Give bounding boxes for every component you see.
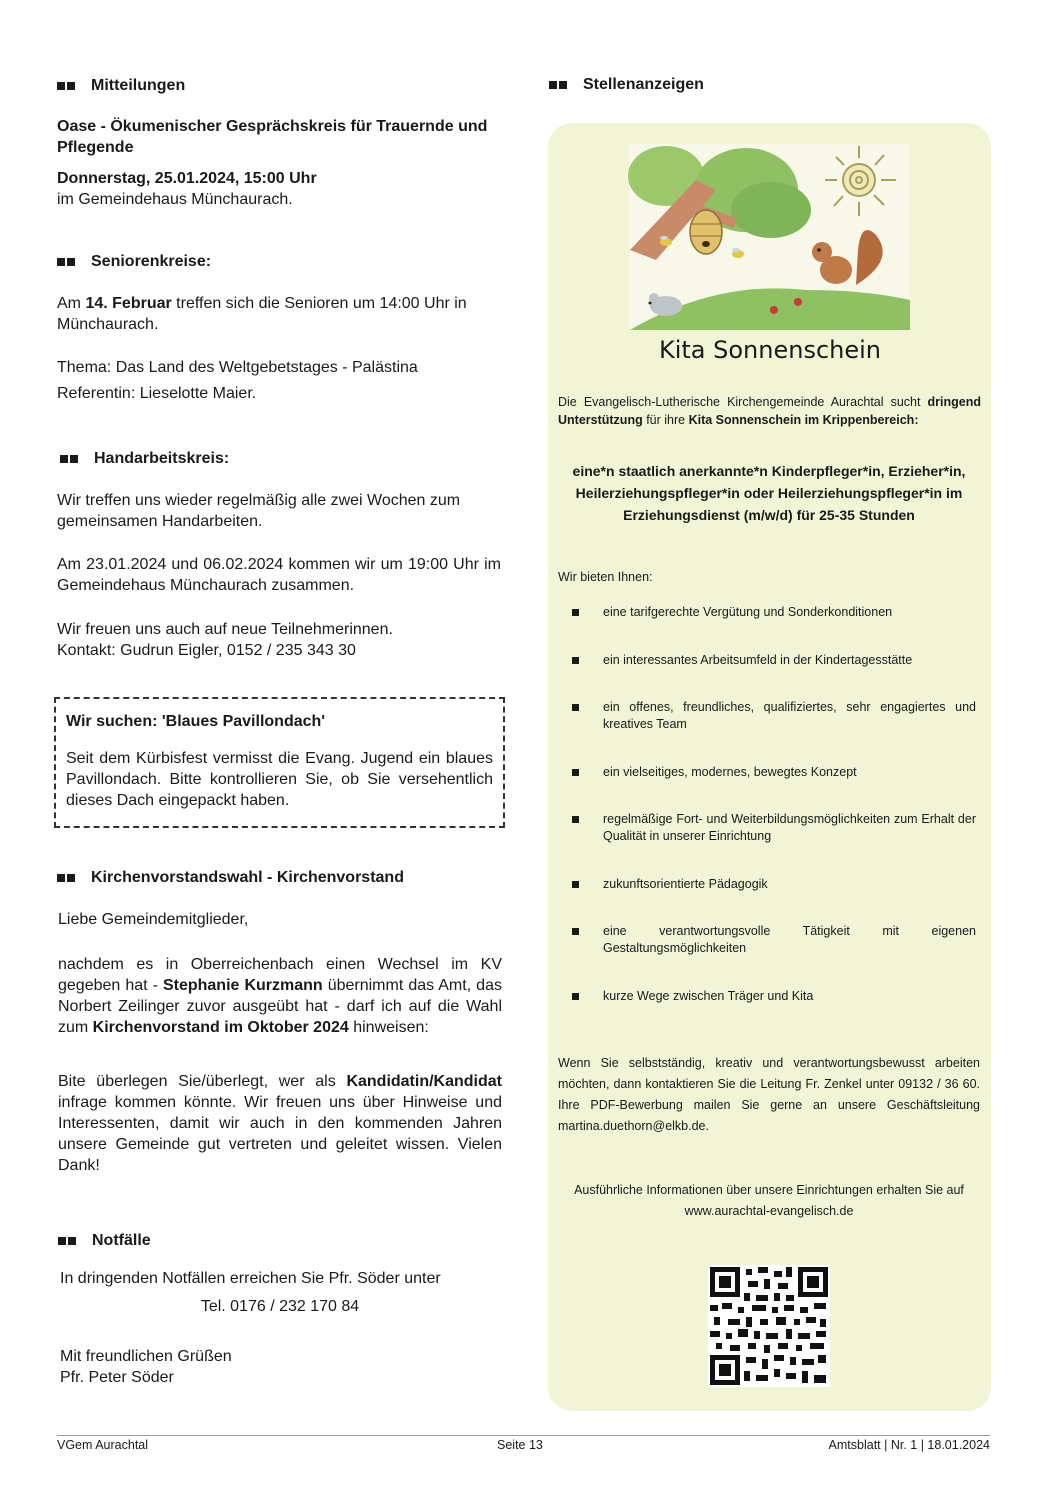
- job-position: eine*n staatlich anerkannte*n Kinderpfleger*in, Erzieher*in, Heilerziehungspfleger*in oder Heilerziehungspfleger*in im Erziehungsdienst (m/w/d) für 25-35 Stunden: [572, 463, 966, 523]
- handarbeit-text-2: Am 23.01.2024 und 06.02.2024 kommen wir um 19:00 Uhr im Gemeindehaus Münchaurach zusammen.: [57, 556, 501, 594]
- kv-greeting: Liebe Gemeindemitglieder,: [58, 911, 249, 928]
- kv-text-2: Bite überlegen Sie/überlegt, wer als Kandidatin/Kandidat infrage kommen könnte. Wir freuen uns über Hinweise und Interessenten, damit wir auch in den kommenden Jahren unsere Gemeinde gut vertreten und geleitet wissen. Vielen Dank!: [58, 1073, 502, 1174]
- benefit-item: kurze Wege zwischen Träger und Kita: [558, 988, 976, 1005]
- section-heading-mitteilungen: Mitteilungen: [57, 77, 185, 95]
- footer-page-number: Seite 13: [497, 1438, 543, 1452]
- benefit-item: ein offenes, freundliches, qualifiziertes, sehr engagiertes und kreatives Team: [558, 699, 976, 733]
- kita-logo-illustration: [626, 140, 914, 372]
- benefit-item: eine tarifgerechte Vergütung und Sonderkonditionen: [558, 604, 976, 621]
- handarbeit-kontakt: Kontakt: Gudrun Eigler, 0152 / 235 343 30: [57, 642, 356, 659]
- footer-rule: [57, 1435, 990, 1436]
- closing-signature: Pfr. Peter Söder: [60, 1369, 174, 1386]
- benefit-item: eine verantwortungsvolle Tätigkeit mit eigenen Gestaltungsmöglichkeiten: [558, 923, 976, 957]
- heading-squares-icon: [57, 258, 77, 266]
- wir-bieten-label: Wir bieten Ihnen:: [558, 570, 653, 584]
- job-info: Ausführliche Informationen über unsere Einrichtungen erhalten Sie auf www.aurachtal-evangelisch.de: [574, 1183, 964, 1218]
- benefit-item: regelmäßige Fort- und Weiterbildungsmöglichkeiten zum Erhalt der Qualität in unserer Einrichtung: [558, 811, 976, 845]
- heading-squares-icon: [57, 874, 77, 882]
- section-heading-notfaelle: Notfälle: [58, 1232, 151, 1250]
- heading-squares-icon: [58, 1237, 78, 1245]
- oase-title: Oase - Ökumenischer Gesprächskreis für Trauernde und Pflegende: [57, 118, 488, 156]
- senioren-text: Am 14. Februar treffen sich die Senioren um 14:00 Uhr in Münchaurach.: [57, 295, 467, 333]
- handarbeit-text-3: Wir freuen uns auch auf neue Teilnehmerinnen.: [57, 621, 393, 638]
- section-heading-handarbeit: Handarbeitskreis:: [60, 450, 229, 468]
- heading-squares-icon: [57, 82, 77, 90]
- qr-code-icon: [708, 1265, 830, 1387]
- heading-squares-icon: [60, 455, 80, 463]
- benefit-item: ein vielseitiges, modernes, bewegtes Konzept: [558, 764, 976, 781]
- oase-date: Donnerstag, 25.01.2024, 15:00 Uhr: [57, 170, 317, 187]
- search-notice-title: Wir suchen: 'Blaues Pavillondach': [66, 713, 326, 730]
- job-contact: Wenn Sie selbstständig, kreativ und verantwortungsbewusst arbeiten möchten, dann kontaktieren Sie die Leitung Fr. Zenkel unter 09132 / 36 60. Ihre PDF-Bewerbung mailen Sie gerne an unsere Geschäftsleitung martina.duethorn@elkb.de.: [558, 1056, 980, 1133]
- kita-logo-text: Kita Sonnenschein: [658, 336, 882, 364]
- closing-greeting: Mit freundlichen Grüßen: [60, 1348, 232, 1365]
- section-heading-stellen: Stellenanzeigen: [549, 76, 704, 94]
- search-notice-box: [54, 697, 505, 828]
- footer-right: Amtsblatt | Nr. 1 | 18.01.2024: [828, 1438, 990, 1452]
- benefit-item: zukunftsorientierte Pädagogik: [558, 876, 976, 893]
- notfaelle-text: In dringenden Notfällen erreichen Sie Pfr. Söder unter: [60, 1270, 441, 1287]
- beehive-icon: [690, 210, 722, 254]
- footer-left: VGem Aurachtal: [57, 1438, 149, 1452]
- benefit-item: ein interessantes Arbeitsumfeld in der Kindertagesstätte: [558, 652, 976, 669]
- heading-squares-icon: [549, 81, 569, 89]
- section-heading-senioren: Seniorenkreise:: [57, 253, 211, 271]
- senioren-referentin: Referentin: Lieselotte Maier.: [57, 385, 257, 402]
- handarbeit-text-1: Wir treffen uns wieder regelmäßig alle zwei Wochen zum gemeinsamen Handarbeiten.: [57, 492, 461, 530]
- search-notice-text: Seit dem Kürbisfest vermisst die Evang. Jugend ein blaues Pavillondach. Bitte kontrollieren Sie, ob Sie versehentlich dieses Dach eingepackt haben.: [66, 750, 493, 809]
- section-heading-kv: Kirchenvorstandswahl - Kirchenvorstand: [57, 869, 404, 887]
- oase-place: im Gemeindehaus Münchaurach.: [57, 191, 293, 208]
- job-intro: Die Evangelisch-Lutherische Kirchengemeinde Aurachtal sucht dringend Unterstützung für ihre Kita Sonnenschein im Krippenbereich:: [558, 394, 981, 427]
- notfaelle-phone: Tel. 0176 / 232 170 84: [200, 1298, 360, 1315]
- kv-text-1: nachdem es in Oberreichenbach einen Wechsel im KV gegeben hat - Stephanie Kurzmann übernimmt das Amt, das Norbert Zeilinger zuvor ausgeübt hat - darf ich auf die Wahl zum Kirchenvorstand im Oktober 2024 hinweisen:: [58, 956, 502, 1036]
- senioren-thema: Thema: Das Land des Weltgebetstages - Palästina: [57, 359, 418, 376]
